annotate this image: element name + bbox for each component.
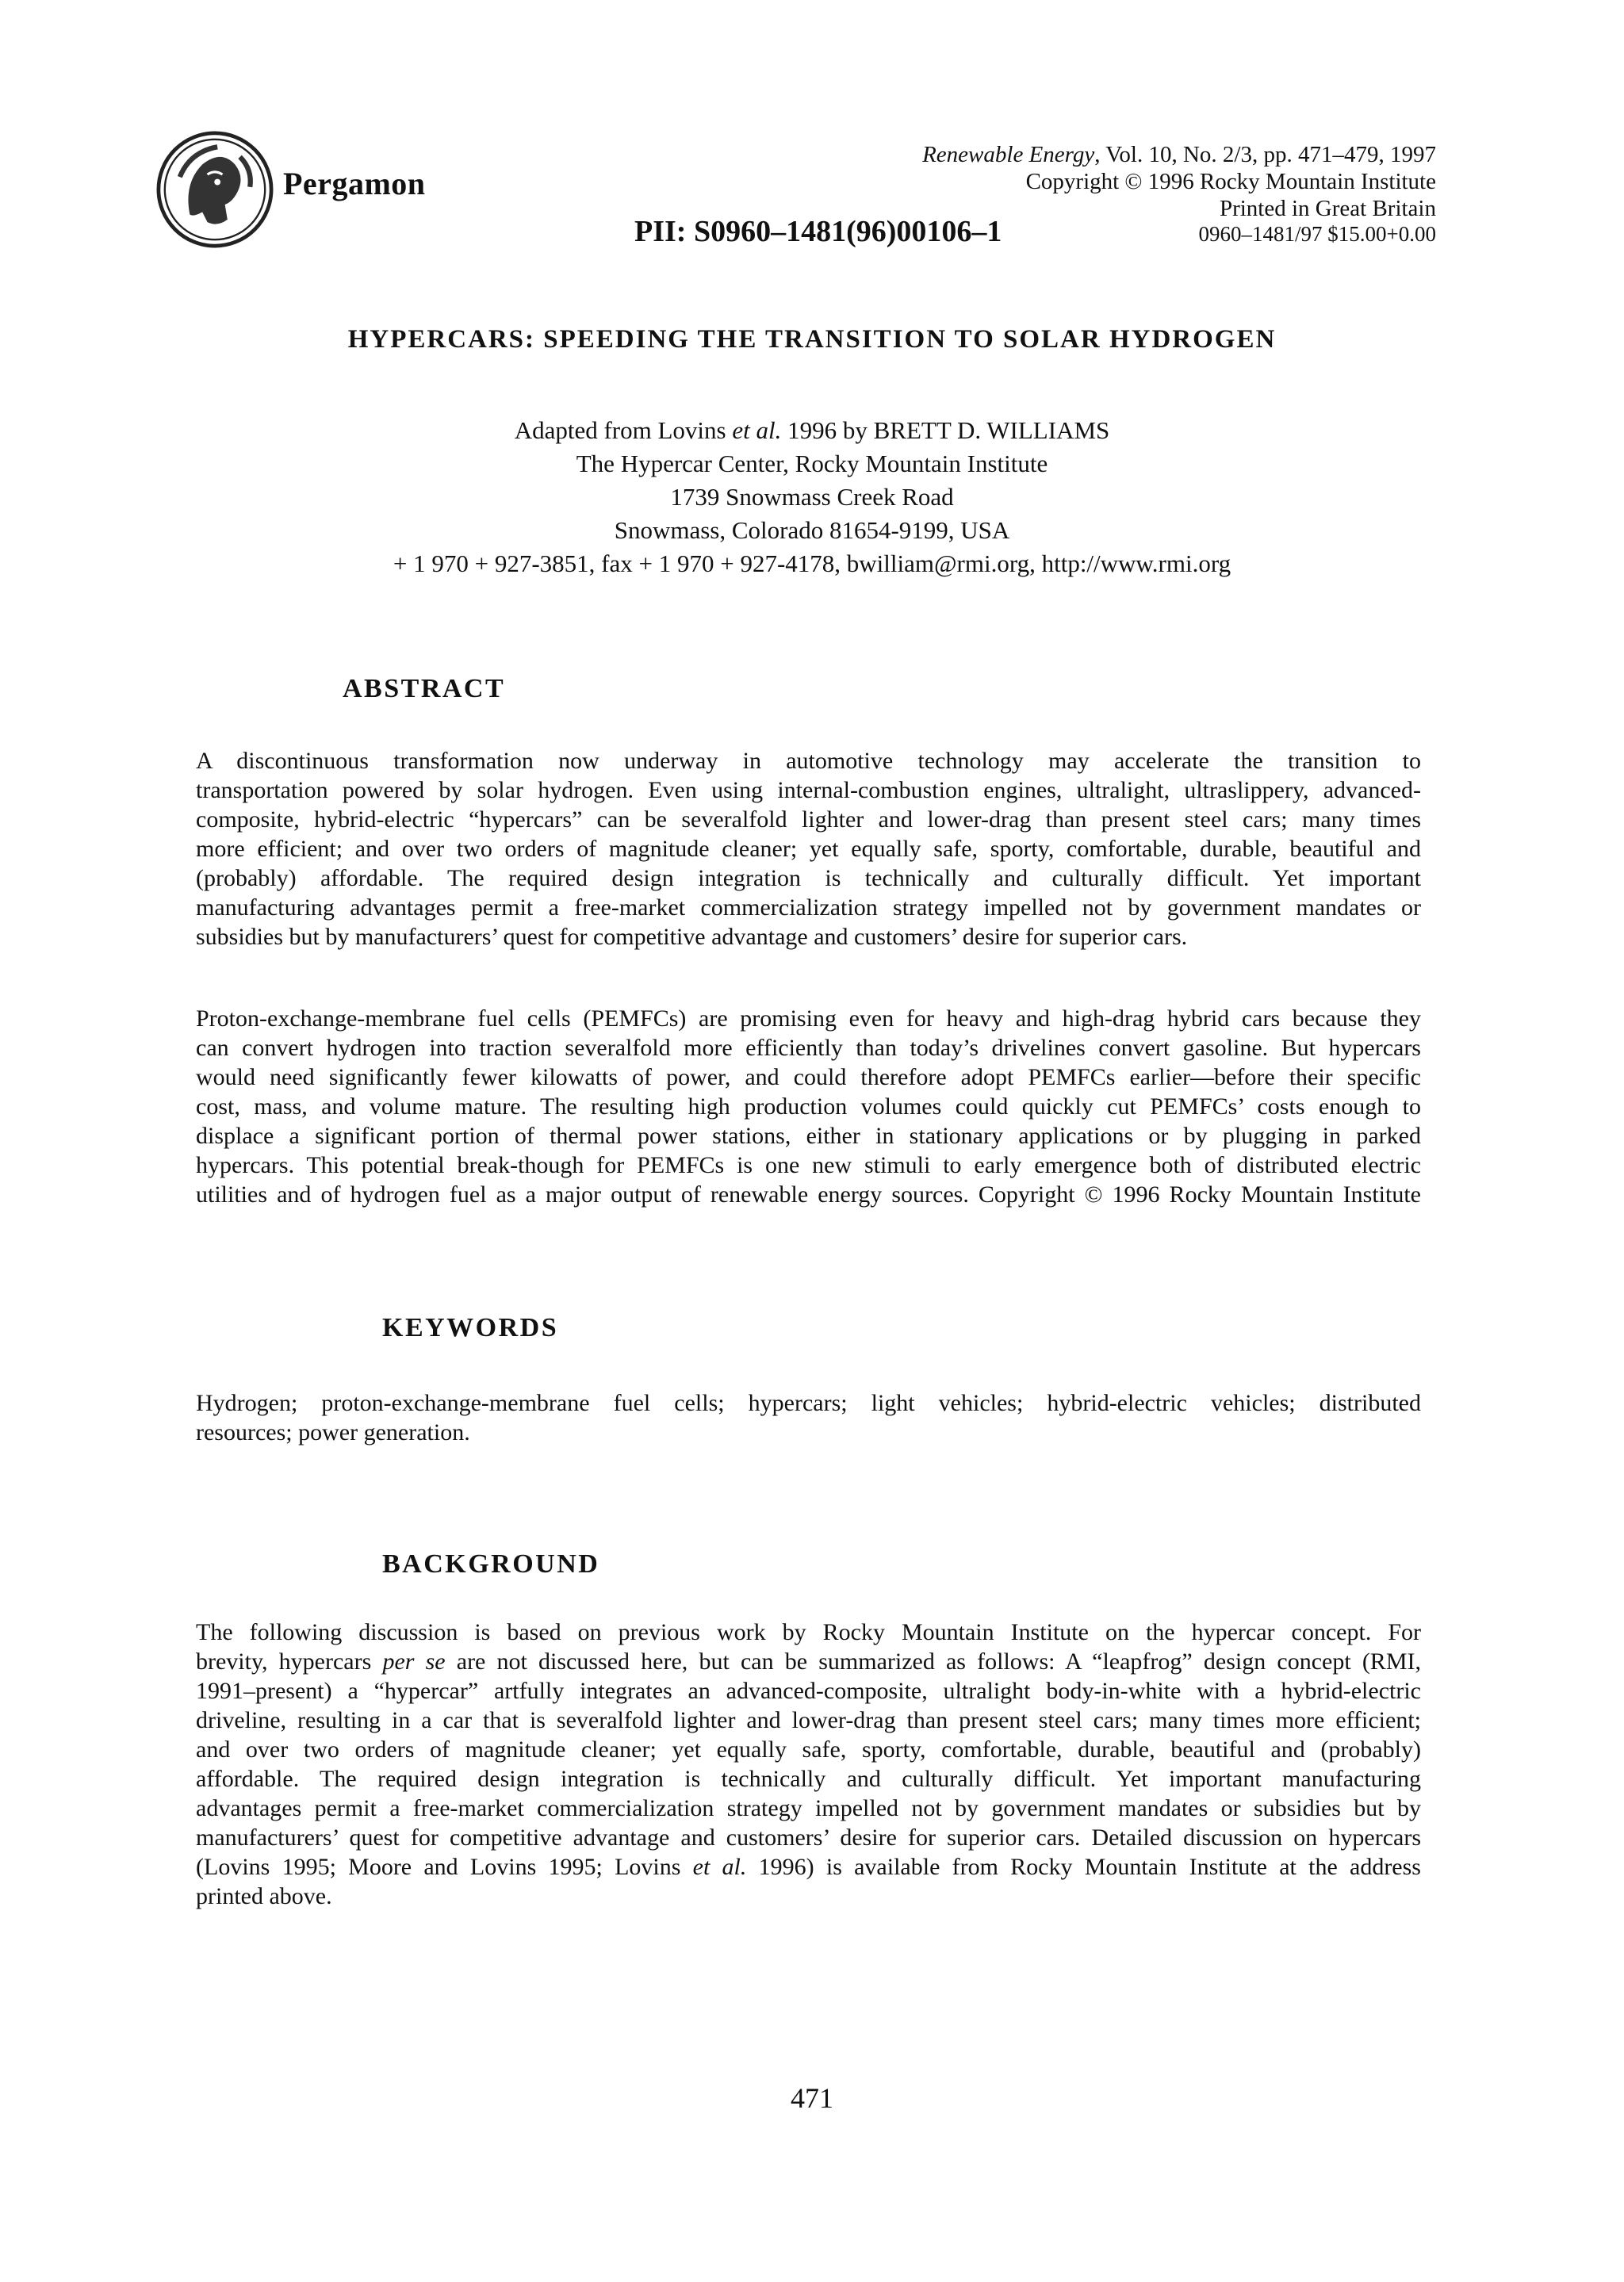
- text-line: [196, 1647, 1421, 1676]
- journal-volume-line: [922, 141, 1436, 168]
- text-line: The following discussion is based on previous work by Rocky Mountain Institute on the hypercar concept. For: [196, 1619, 1421, 1645]
- abstract-heading: ABSTRACT: [343, 674, 506, 703]
- text-line: can convert hydrogen into traction severalfold more efficiently than today’s drivelines convert gasoline. But hypercars: [196, 1035, 1421, 1061]
- text-line: manufacturing advantages permit a free-market commercialization strategy impelled not by government mandates or: [196, 894, 1421, 921]
- text-line: composite, hybrid-electric “hypercars” can be severalfold lighter and lower-drag than present steel cars; many times: [196, 806, 1421, 833]
- text-line: advantages permit a free-market commercialization strategy impelled not by government mandates or subsidies but by: [196, 1795, 1421, 1821]
- contact-line: + 1 970 + 927-3851, fax + 1 970 + 927-4178, bwilliam@rmi.org, http://www.rmi.org: [393, 549, 1231, 577]
- text-line: affordable. The required design integration is technically and culturally difficult. Yet important manufacturing: [196, 1766, 1421, 1792]
- city-line: Snowmass, Colorado 81654-9199, USA: [614, 516, 1010, 544]
- italic-span: et al.: [692, 1854, 747, 1880]
- pii-identifier: PII: S0960–1481(96)00106–1: [634, 215, 1002, 248]
- text-line: subsidies but by manufacturers’ quest for competitive advantage and customers’ desire for superior cars.: [196, 924, 1188, 950]
- text-line: printed above.: [196, 1883, 332, 1909]
- text-line: Proton-exchange-membrane fuel cells (PEMFCs) are promising even for heavy and high-drag hybrid cars because they: [196, 1005, 1421, 1032]
- author-prefix: Adapted from Lovins: [514, 416, 733, 444]
- text-line: would need significantly fewer kilowatts of power, and could therefore adopt PEMFCs earlier—before their specific: [196, 1064, 1421, 1090]
- author-etal: et al.: [732, 416, 782, 444]
- address-line: 1739 Snowmass Creek Road: [670, 483, 954, 511]
- author-line: [0, 414, 1624, 447]
- abstract-paragraph-1: [196, 746, 1421, 951]
- text-span: (Lovins 1995; Moore and Lovins 1995; Lovins: [196, 1854, 693, 1880]
- paper-title: HYPERCARS: SPEEDING THE TRANSITION TO SOLAR HYDROGEN: [347, 325, 1277, 354]
- text-span: brevity, hypercars: [196, 1648, 383, 1675]
- abstract-paragraph-2: [196, 1004, 1421, 1209]
- printed-line: Printed in Great Britain: [1219, 196, 1436, 221]
- text-line: resources; power generation.: [196, 1419, 470, 1445]
- text-line: manufacturers’ quest for competitive advantage and customers’ desire for superior cars. Detailed discussion on hypercars: [196, 1824, 1421, 1851]
- keywords-paragraph: [196, 1388, 1421, 1447]
- affiliation-line: The Hypercar Center, Rocky Mountain Institute: [576, 450, 1048, 477]
- author-block: [0, 414, 1624, 580]
- text-line: [196, 1852, 1421, 1882]
- background-heading: BACKGROUND: [382, 1549, 600, 1579]
- text-line: and over two orders of magnitude cleaner; yet equally safe, sporty, comfortable, durable, beautiful and (probably): [196, 1736, 1421, 1763]
- text-line: cost, mass, and volume mature. The resulting high production volumes could quickly cut PEMFCs’ costs enough to: [196, 1093, 1421, 1120]
- text-line: transportation powered by solar hydrogen. Even using internal-combustion engines, ultralight, ultraslippery, advanced-: [196, 777, 1421, 803]
- pergamon-logo-icon: [152, 127, 278, 252]
- page-number: 471: [791, 2082, 833, 2114]
- text-line: A discontinuous transformation now underway in automotive technology may accelerate the transition to: [196, 748, 1421, 774]
- publisher-name: Pergamon: [283, 166, 426, 201]
- journal-name: Renewable Energy: [922, 142, 1095, 167]
- italic-span: per se: [382, 1648, 446, 1675]
- journal-citation: [922, 141, 1436, 222]
- text-span: are not discussed here, but can be summarized as follows: A “leapfrog” design concept (RMI,: [445, 1648, 1421, 1675]
- copyright-line: Copyright © 1996 Rocky Mountain Institute: [1025, 169, 1436, 194]
- text-line: displace a significant portion of thermal power stations, either in stationary applications or by plugging in parked: [196, 1123, 1421, 1149]
- text-line: driveline, resulting in a car that is severalfold lighter and lower-drag than present steel cars; many times more efficient;: [196, 1707, 1421, 1733]
- text-line: hypercars. This potential break-though for PEMFCs is one new stimuli to early emergence both of distributed electric: [196, 1152, 1421, 1178]
- issn-price: 0960–1481/97 $15.00+0.00: [1198, 222, 1436, 246]
- text-line: Hydrogen; proton-exchange-membrane fuel cells; hypercars; light vehicles; hybrid-electric vehicles; distributed: [196, 1390, 1421, 1416]
- text-line: more efficient; and over two orders of magnitude cleaner; yet equally safe, sporty, comfortable, durable, beautiful and: [196, 836, 1421, 862]
- text-line: utilities and of hydrogen fuel as a major output of renewable energy sources. Copyright © 1996 Rocky Mountain Institute: [196, 1181, 1421, 1208]
- volume-info: , Vol. 10, No. 2/3, pp. 471–479, 1997: [1094, 142, 1436, 167]
- author-name: 1996 by BRETT D. WILLIAMS: [781, 416, 1110, 444]
- background-paragraph: [196, 1618, 1421, 1911]
- text-span: 1996) is available from Rocky Mountain Institute at the address: [746, 1854, 1421, 1880]
- keywords-heading: KEYWORDS: [382, 1313, 559, 1342]
- text-line: (probably) affordable. The required design integration is technically and culturally difficult. Yet important: [196, 865, 1421, 891]
- text-line: 1991–present) a “hypercar” artfully integrates an advanced-composite, ultralight body-in-white with a hybrid-electric: [196, 1678, 1421, 1704]
